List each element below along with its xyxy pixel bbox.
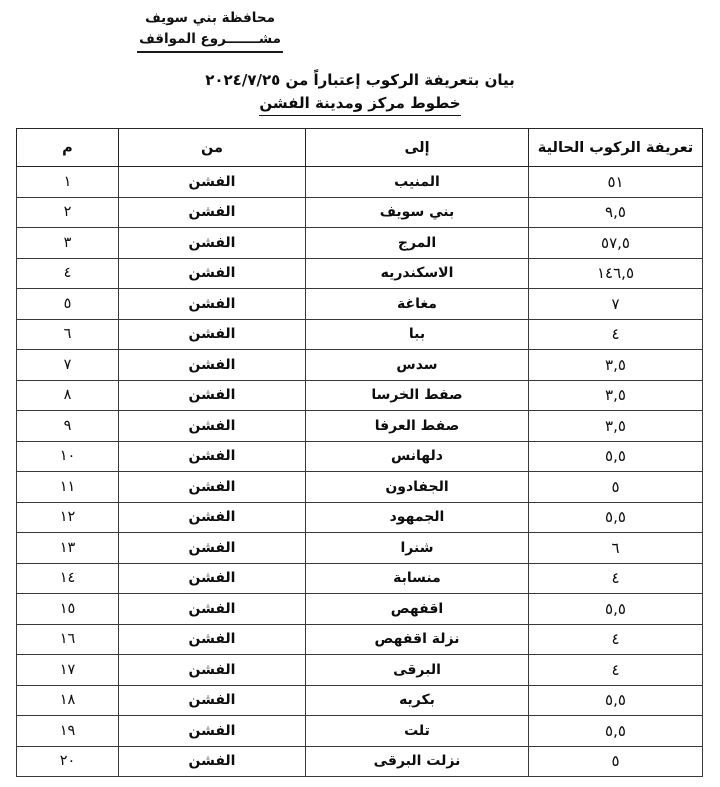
table-row xyxy=(17,533,703,564)
cell-index: ٩ xyxy=(17,411,119,442)
cell-index: ١ xyxy=(17,167,119,198)
cell-to: البرقى xyxy=(306,655,529,686)
cell-from: الفشن xyxy=(119,289,306,320)
document-title-block xyxy=(0,69,720,117)
cell-fare: ٥,٥ xyxy=(529,716,703,747)
cell-from: الفشن xyxy=(119,380,306,411)
cell-fare: ٥,٥ xyxy=(529,685,703,716)
cell-to: الاسكندريه xyxy=(306,258,529,289)
cell-fare: ٤ xyxy=(529,655,703,686)
table-row xyxy=(17,411,703,442)
cell-fare: ٤ xyxy=(529,563,703,594)
cell-to: سدس xyxy=(306,350,529,381)
cell-index: ٢ xyxy=(17,197,119,228)
table-row xyxy=(17,441,703,472)
cell-from: الفشن xyxy=(119,746,306,777)
cell-from: الفشن xyxy=(119,411,306,442)
cell-index: ١١ xyxy=(17,472,119,503)
cell-fare: ٧ xyxy=(529,289,703,320)
table-row xyxy=(17,380,703,411)
table-row xyxy=(17,472,703,503)
cell-to: نزلة اقفهص xyxy=(306,624,529,655)
letterhead xyxy=(0,0,420,53)
cell-fare: ٥,٥ xyxy=(529,441,703,472)
table-row xyxy=(17,258,703,289)
cell-fare: ٥ xyxy=(529,746,703,777)
cell-to: المنيب xyxy=(306,167,529,198)
cell-fare: ٥٧,٥ xyxy=(529,228,703,259)
table-row xyxy=(17,624,703,655)
cell-from: الفشن xyxy=(119,594,306,625)
cell-index: ٣ xyxy=(17,228,119,259)
cell-index: ٧ xyxy=(17,350,119,381)
cell-fare: ٥,٥ xyxy=(529,502,703,533)
cell-to: صفط العرفا xyxy=(306,411,529,442)
table-row xyxy=(17,197,703,228)
cell-to: المرج xyxy=(306,228,529,259)
cell-fare: ٦ xyxy=(529,533,703,564)
cell-index: ١٤ xyxy=(17,563,119,594)
cell-fare: ٣,٥ xyxy=(529,411,703,442)
table-row xyxy=(17,502,703,533)
cell-index: ١٣ xyxy=(17,533,119,564)
cell-from: الفشن xyxy=(119,502,306,533)
cell-from: الفشن xyxy=(119,533,306,564)
cell-to: ببا xyxy=(306,319,529,350)
column-header-index: م xyxy=(17,129,119,167)
cell-fare: ٤ xyxy=(529,319,703,350)
cell-index: ٤ xyxy=(17,258,119,289)
table-row xyxy=(17,655,703,686)
cell-from: الفشن xyxy=(119,685,306,716)
cell-to: دلهانس xyxy=(306,441,529,472)
cell-to: شنرا xyxy=(306,533,529,564)
cell-fare: ٥١ xyxy=(529,167,703,198)
cell-to: الجفادون xyxy=(306,472,529,503)
cell-from: الفشن xyxy=(119,319,306,350)
table-row xyxy=(17,289,703,320)
cell-from: الفشن xyxy=(119,258,306,289)
cell-from: الفشن xyxy=(119,350,306,381)
cell-index: ٨ xyxy=(17,380,119,411)
column-header-fare: تعريفة الركوب الحالية xyxy=(529,129,703,167)
cell-index: ١٠ xyxy=(17,441,119,472)
table-body xyxy=(17,167,703,777)
cell-index: ١٩ xyxy=(17,716,119,747)
table-row xyxy=(17,167,703,198)
cell-to: منسابة xyxy=(306,563,529,594)
table-row xyxy=(17,716,703,747)
cell-to: بني سويف xyxy=(306,197,529,228)
table-row xyxy=(17,319,703,350)
cell-from: الفشن xyxy=(119,563,306,594)
cell-from: الفشن xyxy=(119,655,306,686)
table-row xyxy=(17,350,703,381)
cell-index: ١٨ xyxy=(17,685,119,716)
cell-fare: ١٤٦,٥ xyxy=(529,258,703,289)
cell-from: الفشن xyxy=(119,197,306,228)
cell-fare: ٥,٥ xyxy=(529,594,703,625)
cell-index: ١٢ xyxy=(17,502,119,533)
cell-index: ٢٠ xyxy=(17,746,119,777)
cell-from: الفشن xyxy=(119,441,306,472)
column-header-to: إلى xyxy=(306,129,529,167)
page-subtitle: خطوط مركز ومدينة الفشن xyxy=(259,92,460,116)
cell-from: الفشن xyxy=(119,472,306,503)
cell-from: الفشن xyxy=(119,624,306,655)
table-header xyxy=(17,129,703,167)
cell-fare: ٤ xyxy=(529,624,703,655)
cell-to: بكريه xyxy=(306,685,529,716)
cell-to: مغاغة xyxy=(306,289,529,320)
table-header-row xyxy=(17,129,703,167)
cell-to: نزلت البرقى xyxy=(306,746,529,777)
cell-index: ١٥ xyxy=(17,594,119,625)
table-row xyxy=(17,685,703,716)
table-row xyxy=(17,228,703,259)
cell-from: الفشن xyxy=(119,167,306,198)
project-name: مشـــــــروع المواقف xyxy=(137,29,283,52)
table-row xyxy=(17,746,703,777)
governorate-name: محافظة بني سويف xyxy=(145,10,275,26)
cell-fare: ٥ xyxy=(529,472,703,503)
fare-table xyxy=(16,128,703,777)
table-row xyxy=(17,563,703,594)
cell-index: ١٦ xyxy=(17,624,119,655)
cell-index: ١٧ xyxy=(17,655,119,686)
cell-index: ٥ xyxy=(17,289,119,320)
cell-fare: ٣,٥ xyxy=(529,350,703,381)
cell-from: الفشن xyxy=(119,716,306,747)
cell-fare: ٩,٥ xyxy=(529,197,703,228)
column-header-from: من xyxy=(119,129,306,167)
cell-to: تلت xyxy=(306,716,529,747)
cell-from: الفشن xyxy=(119,228,306,259)
cell-to: الجمهود xyxy=(306,502,529,533)
cell-to: صفط الخرسا xyxy=(306,380,529,411)
page-title: بيان بتعريفة الركوب إعتباراً من ٢٠٢٤/٧/٢٥ xyxy=(205,70,515,89)
cell-fare: ٣,٥ xyxy=(529,380,703,411)
table-row xyxy=(17,594,703,625)
cell-to: اقفهص xyxy=(306,594,529,625)
cell-index: ٦ xyxy=(17,319,119,350)
fare-table-container xyxy=(17,128,703,777)
